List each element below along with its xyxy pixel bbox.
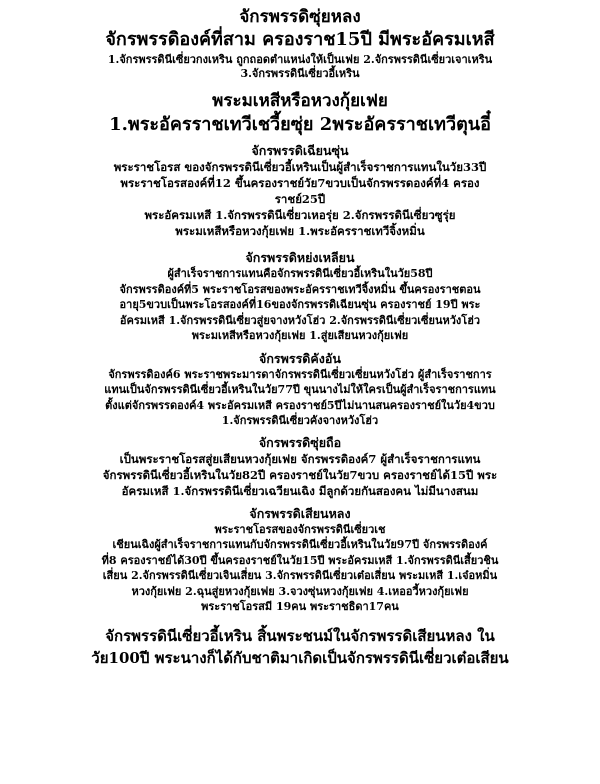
section-line: ผู้สำเร็จราชการแทนคือจักรพรรดินีเซี่ยวอี้เหรินในวัย58ปี (167, 267, 433, 280)
section-line: พระราชโอรสองค์ที่12 ขึ้นครองราชย์วัย7ขวบเป็นจักรพรรดองค์ที่4 ครอง (120, 176, 480, 190)
section-line: หวงกุ้ยเฟย 2.ฉุนสู่ยหวงกุ้ยเฟย 3.จวงซุ่นหวงกุ้ยเฟย 4.เหออวี้หวงกุ้ยเฟย (131, 584, 469, 598)
section-line: ตั้งแต่จักรพรรดองค์4 พระอัครมเหสี ครองราชย์5ปีไม่นานสนครองราชย์ในวัย4ขวบ (105, 398, 495, 412)
consort-block (0, 90, 600, 136)
section-qianshun (0, 142, 600, 239)
section-line: เสี่ยน 2.จักรพรรดินีเซี่ยวเจินเสี่ยน 3.จักรพรรดินีเซี่ยวเต๋อเสี่ยน พระมเหสี 1.เจ๋อหมิ่น (102, 569, 498, 582)
section-line: พระราชโอรสมี 19คน พระราชธิดา17คน (201, 600, 399, 613)
section-line: แทนเป็นจักรพรรดินีเซี่ยวอี้เหรินในวัย77ปี ขุนนางไม่ให้ใครเป็นผู้สำเร็จราชการแทน (104, 383, 496, 396)
footer-line: วัย100ปี พระนางก็ได้กับชาติมาเกิดเป็นจักรพรรดินีเซี่ยวเต๋อเสียน (91, 648, 509, 667)
section-kangan (0, 350, 600, 429)
section-line: พระมเหสีหรือหวงกุ้ยเฟย 1.สู่ยเสียนหวงกุ้ยเฟย (191, 329, 409, 342)
title-empresses-2: 3.จักรพรรดินีเซี่ยวอี้เหริน (240, 67, 360, 80)
section-xianlong (0, 505, 600, 615)
section-line: เชียนเฉิงผู้สำเร็จราชการแทนกับจักรพรรดินีเซี่ยวอี้เหรินในวัย97ปี จักรพรรดิองค์ (112, 538, 488, 551)
section-heading: จักรพรรดิคังอัน (259, 350, 341, 366)
section-line: ที่8 ครองราชย์ได้30ปี ขึ้นครองราชย์ในวัย15ปี พระอัครมเหสี 1.จักรพรรดินีเสี้ยวชิน (101, 553, 499, 567)
section-line: ราชย์25ปี (274, 192, 326, 206)
section-suichi (0, 434, 600, 499)
section-line: พระมเหสีหรือหวงกุ้ยเฟย 1.พระอัครราชเทวีจิ้งหมิ่น (175, 224, 425, 238)
title-block (0, 0, 600, 81)
section-line: อัครมเหสี 1.จักรพรรดินีเซี่ยวเฉวียนเฉิง มีลูกด้วยกันสองคน ไม่มีนางสนม (121, 483, 479, 498)
section-line: 1.จักรพรรดินีเซี่ยวคังจางหวังโฮ่ว (221, 414, 379, 427)
section-line: จักรพรรดิองค์6 พระราชพระมารดาจักรพรรดินีเซี่ยวเซี่ยนหวังโฮ่ว ผู้สำเร็จราชการ (108, 367, 492, 381)
title-empresses-1: 1.จักรพรรดินีเซี่ยวกงเหริน ถูกถอดตำแหน่งให้เป็นเฟย 2.จักรพรรดินีเซี่ยวเจาเหริน (107, 53, 493, 66)
section-yonglian (0, 249, 600, 344)
section-line: พระอัครมเหสี 1.จักรพรรดินีเซี่ยวเหอรุ่ย 2.จักรพรรดินีเซี่ยวซูรุ่ย (144, 208, 456, 222)
section-line: อายุ5ขวบเป็นพระโอรสองค์ที่16ของจักรพรรดิเฉียนซุ่น ครองราชย์ 19ปี พระ (119, 298, 481, 311)
section-line: จักรพรรดิองค์ที่5 พระราชโอรสของพระอัครราชเทวีจิ้งหมิ่น ขึ้นครองราชตอน (119, 282, 481, 296)
section-line: เป็นพระราชโอรสสู่ยเสียนหวงกุ้ยเฟย จักรพรรดิองค์7 ผู้สำเร็จราชการแทน (119, 451, 481, 466)
section-heading: จักรพรรดิเสียนหลง (249, 505, 351, 521)
section-line: จักรพรรดินีเซี่ยวอี้เหรินในวัย82ปี ครองราชย์ในวัย7ขวบ ครองราชย์ได้15ปี พระ (102, 467, 498, 482)
section-heading: จักรพรรดิซุ่ยถือ (258, 434, 342, 450)
title-reign: จักรพรรดิองค์ที่สาม ครองราช15ปี มีพระอัครมเหสี (105, 29, 495, 50)
section-heading: จักรพรรดิเฉียนซุ่น (251, 143, 349, 158)
section-heading: จักรพรรดิหย่งเหลียน (245, 250, 355, 265)
section-line: อัครมเหสี 1.จักรพรรดินีเซี่ยวสู่ยจางหวังโฮ่ว 2.จักรพรรดินีเซี่ยวเซี่ยนหวังโฮ่ว (119, 313, 481, 327)
consort-names: 1.พระอัครราชเทวีเชวี้ยซุ่ย 2พระอัครราชเทวีตุนอี๋ (109, 114, 491, 135)
title-emperor: จักรพรรดิซุ่ยหลง (239, 7, 361, 27)
section-line: พระราชโอรสของจักรพรรดินีเซี่ยวเช (214, 522, 386, 536)
consort-heading: พระมเหสีหรือหวงกุ้ยเฟย (212, 91, 388, 111)
section-line: พระราชโอรส ของจักรพรรดินีเซี่ยวอี้เหรินเป็นผู้สำเร็จราชการแทนในวัย33ปี (113, 160, 487, 174)
footer-line: จักรพรรดินีเซี่ยวอี้เหริน สิ้นพระชนม์ในจักรพรรดิเสียนหลง ใน (105, 626, 495, 645)
footer-block (0, 625, 600, 669)
